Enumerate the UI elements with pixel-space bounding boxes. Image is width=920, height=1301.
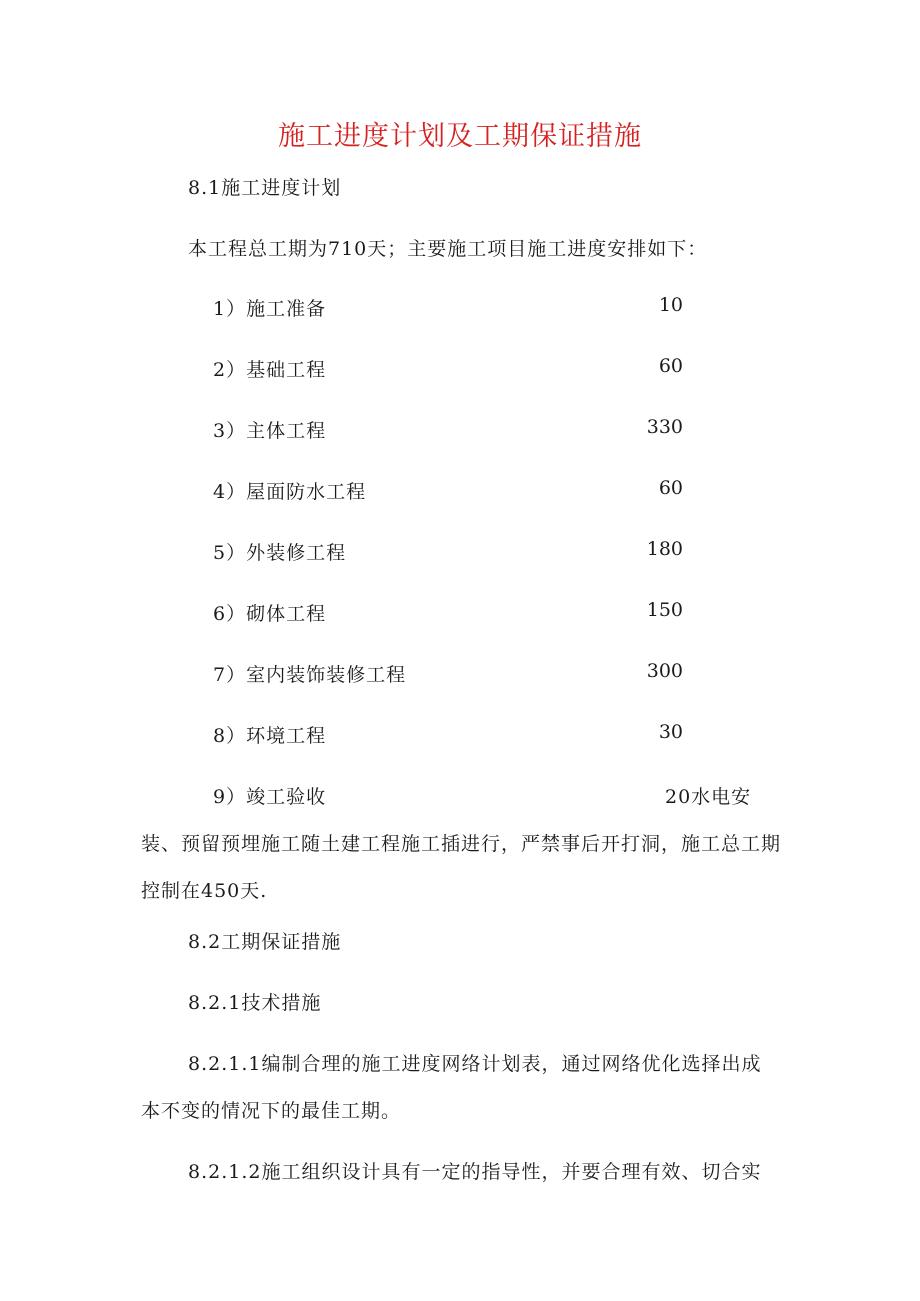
schedule-item-label: 2）基础工程 [213,359,327,381]
paragraph-8-2-1-2-line-1: 8.2.1.2施工组织设计具有一定的指导性，并要合理有效、切合实 [188,1161,762,1183]
schedule-item-days: 10 [658,294,683,316]
schedule-item-days: 180 [646,538,683,560]
schedule-item-label: 1）施工准备 [213,298,327,320]
paragraph-8-2-1-1-line-2: 本不变的情况下的最佳工期。 [141,1100,402,1122]
schedule-item-days: 60 [658,477,683,499]
schedule-item-days: 20水电安 [665,786,752,808]
schedule-item-days: 300 [646,660,683,682]
section-heading-8-1: 8.1施工进度计划 [188,177,342,199]
intro-paragraph: 本工程总工期为710天；主要施工项目施工进度安排如下： [188,238,708,260]
schedule-item-days: 150 [646,599,683,621]
paragraph-8-2-1-1-line-1: 8.2.1.1编制合理的施工进度网络计划表，通过网络优化选择出成 [188,1053,762,1075]
schedule-item-label: 3）主体工程 [213,420,327,442]
schedule-item-label: 5）外装修工程 [213,542,347,564]
section-heading-8-2: 8.2工期保证措施 [188,931,342,953]
schedule-item-days: 330 [646,416,683,438]
schedule-item-days: 60 [658,355,683,377]
page-title: 施工进度计划及工期保证措施 [278,121,642,152]
install-paragraph-line-1: 装、预留预埋施工随土建工程施工插进行，严禁事后开打洞，施工总工期 [141,833,782,855]
schedule-item-label: 7）室内装饰装修工程 [213,664,407,686]
section-heading-8-2-1: 8.2.1技术措施 [188,992,322,1014]
install-paragraph-line-2: 控制在450天. [141,880,268,902]
schedule-item-label: 4）屋面防水工程 [213,481,367,503]
schedule-item-label: 9）竣工验收 [213,786,327,808]
schedule-item-label: 8）环境工程 [213,725,327,747]
schedule-item-days: 30 [658,721,683,743]
schedule-item-label: 6）砌体工程 [213,603,327,625]
